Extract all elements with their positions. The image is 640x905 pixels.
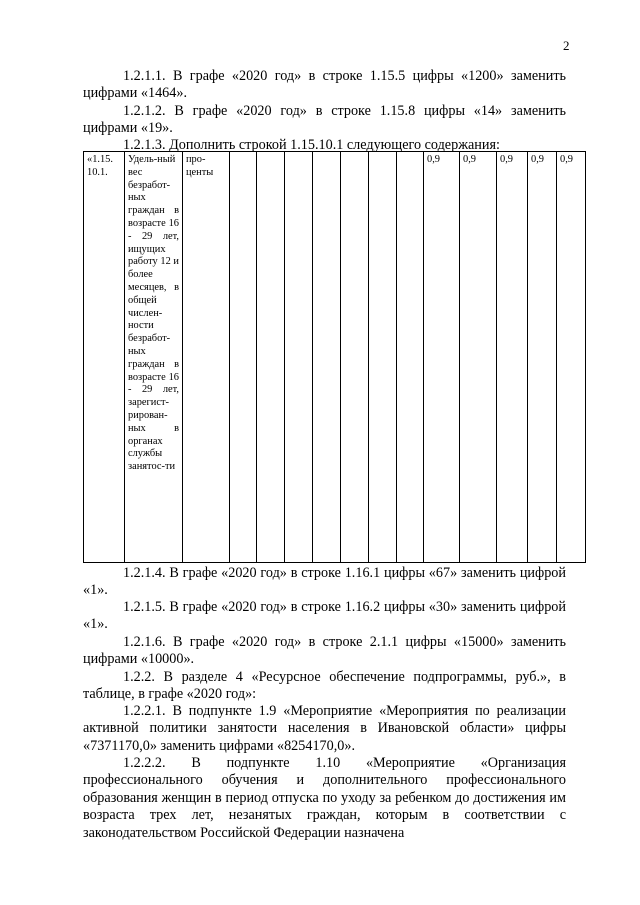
- value-cell: 0,9: [497, 152, 528, 563]
- paragraph-1-2-1-1: 1.2.1.1. В графе «2020 год» в строке 1.15.5 цифры «1200» заменить цифрами «1464».: [83, 68, 566, 102]
- paragraph-1-2-1-6: 1.2.1.6. В графе «2020 год» в строке 2.1.1 цифры «15000» заменить цифрами «10000».: [83, 634, 566, 668]
- paragraph-1-2-1-4: 1.2.1.4. В графе «2020 год» в строке 1.16.1 цифры «67» заменить цифрой «1».: [83, 565, 566, 599]
- unit-cell: про-центы: [183, 152, 230, 563]
- page-number: 2: [563, 38, 570, 53]
- empty-cell: [230, 152, 257, 563]
- indicator-name-cell: Удель-ный вес безработ-ных граждан в возрасте 16 - 29 лет, ищущих работу 12 и более месяцев, в общей числен-ности безработ-ных граждан в возрасте 16 - 29 лет, зарегист-рирован-ных в органах службы занятос-ти: [125, 152, 183, 563]
- value-cell: 0,9: [557, 152, 586, 563]
- value-cell: [397, 152, 424, 563]
- value-cell: [285, 152, 313, 563]
- table-row: [84, 152, 586, 563]
- row-number-cell: «1.15. 10.1.: [84, 152, 125, 563]
- paragraph-1-2-2: 1.2.2. В разделе 4 «Ресурсное обеспечение подпрограммы, руб.», в таблице, в графе «2020 год»:: [83, 669, 566, 703]
- paragraph-1-2-2-2: 1.2.2.2. В подпункте 1.10 «Мероприятие «Организация профессионального обучения и дополнительного профессионального образования женщин в период отпуска по уходу за ребенком до достижения им возраста трех лет, незанятых граждан, которым в соответствии с законодательством Российской Федерации назначена: [83, 755, 566, 841]
- paragraph-1-2-1-3: 1.2.1.3. Дополнить строкой 1.15.10.1 следующего содержания:: [123, 137, 500, 153]
- value-cell: [341, 152, 369, 563]
- value-cell: 0,9: [460, 152, 497, 563]
- value-cell: 0,9: [424, 152, 460, 563]
- value-cell: [369, 152, 397, 563]
- value-cell: 0,9: [528, 152, 557, 563]
- value-cell: [313, 152, 341, 563]
- paragraph-1-2-2-1: 1.2.2.1. В подпункте 1.9 «Мероприятие «Мероприятия по реализации активной политики занятости населения в Ивановской области» цифры «7371170,0» заменить цифрами «8254170,0».: [83, 703, 566, 754]
- empty-cell: [257, 152, 285, 563]
- paragraph-1-2-1-5: 1.2.1.5. В графе «2020 год» в строке 1.16.2 цифры «30» заменить цифрой «1».: [83, 599, 566, 633]
- paragraph-1-2-1-2: 1.2.1.2. В графе «2020 год» в строке 1.15.8 цифры «14» заменить цифрами «19».: [83, 103, 566, 137]
- indicator-table: [83, 151, 586, 563]
